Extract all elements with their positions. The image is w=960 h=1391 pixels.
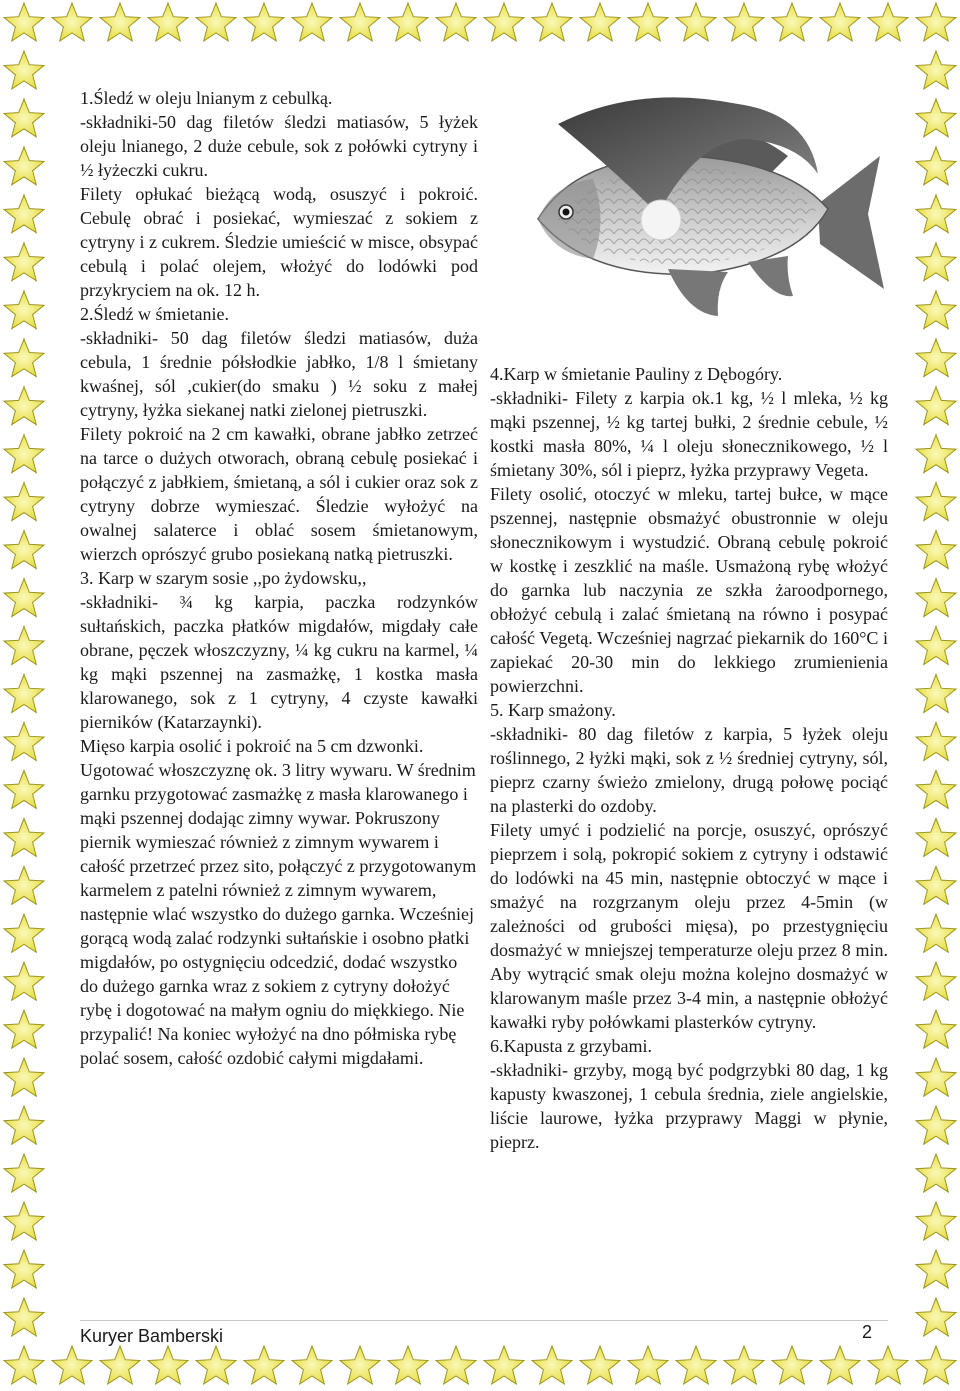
star-icon xyxy=(4,531,44,569)
star-icon xyxy=(916,435,956,473)
star-icon xyxy=(388,1346,428,1384)
star-icon xyxy=(916,1058,956,1096)
star-icon xyxy=(4,866,44,904)
right-paragraph: -składniki- Filety z karpia ok.1 kg, ½ l mleka, ½ kg mąki pszennej, ½ kg tartej bułki, 2 średnie cebule, ½ kostki masła 80%, ¼ l oleju słonecznikowego, ½ l śmietany 30%, sól i pieprz, łyżka przyprawy Vegeta. xyxy=(490,388,888,480)
star-icon xyxy=(916,243,956,281)
star-icon xyxy=(820,3,860,41)
star-icon xyxy=(916,1250,956,1288)
star-icon xyxy=(916,1106,956,1144)
star-icon xyxy=(436,1346,476,1384)
star-icon xyxy=(916,962,956,1000)
star-icon xyxy=(4,195,44,233)
star-icon xyxy=(4,147,44,185)
left-paragraph: 3. Karp w szarym sosie ,,po żydowsku,, xyxy=(80,568,367,588)
star-icon xyxy=(676,1346,716,1384)
star-icon xyxy=(916,99,956,137)
right-paragraph: -składniki- grzyby, mogą być podgrzybki 80 dag, 1 kg kapusty kwaszonej, 1 cebula średnia, ziele angielskie, liście laurowe, łyżka przyprawy Maggi w płynie, pieprz. xyxy=(490,1060,888,1152)
star-icon xyxy=(916,1202,956,1240)
star-icon xyxy=(916,195,956,233)
right-paragraph: -składniki- 80 dag filetów z karpia, 5 łyżek oleju roślinnego, 2 łyżki mąki, sok z ½ średniej cytryny, sól, pieprz czarny świeżo zmielony, drugą połowę pociąć na plasterki do ozdoby. xyxy=(490,724,888,816)
star-icon xyxy=(724,1346,764,1384)
star-icon xyxy=(4,914,44,952)
fish-with-santa-hat-image xyxy=(518,84,888,334)
star-icon xyxy=(4,1202,44,1240)
star-icon xyxy=(4,435,44,473)
star-icon xyxy=(4,1106,44,1144)
star-icon xyxy=(4,3,44,41)
star-icon xyxy=(916,627,956,665)
left-paragraph: Filety opłukać bieżącą wodą, osuszyć i pokroić. Cebulę obrać i posiekać, wymieszać z sokiem z cytryny i z cukrem. Śledzie umieścić w misce, obsypać cebulą i polać olejem, włożyć do lodówki pod przykryciem na ok. 12 h. xyxy=(80,184,478,300)
star-icon xyxy=(916,1010,956,1048)
star-icon xyxy=(4,675,44,713)
star-icon xyxy=(916,3,956,41)
star-icon xyxy=(916,1346,956,1384)
star-icon xyxy=(916,723,956,761)
star-icon xyxy=(148,3,188,41)
star-icon xyxy=(724,3,764,41)
star-icon xyxy=(4,962,44,1000)
star-icon xyxy=(916,339,956,377)
star-icon xyxy=(4,818,44,856)
star-icon xyxy=(4,483,44,521)
star-icon xyxy=(4,291,44,329)
star-icon xyxy=(4,1058,44,1096)
star-icon xyxy=(4,243,44,281)
right-paragraph: 6.Kapusta z grzybami. xyxy=(490,1036,652,1056)
star-icon xyxy=(4,339,44,377)
page-number: 2 xyxy=(862,1322,873,1342)
star-icon xyxy=(916,866,956,904)
star-icon xyxy=(52,1346,92,1384)
left-paragraph: Filety pokroić na 2 cm kawałki, obrane jabłko zetrzeć na tarce o dużych otworach, obraną cebulę posiekać i połączyć z jabłkiem, śmietaną, a sól i cukier oraz sok z cytryny dobrze wymieszać. Śledzie wyłożyć na owalnej salaterce i oblać sosem śmietanowym, wierzch oprószyć grubo posiekaną natką pietruszki. xyxy=(80,424,478,564)
star-icon xyxy=(4,1298,44,1336)
star-icon xyxy=(628,3,668,41)
star-icon xyxy=(868,1346,908,1384)
star-icon xyxy=(244,3,284,41)
star-icon xyxy=(916,579,956,617)
left-column xyxy=(80,86,478,1070)
star-icon xyxy=(820,1346,860,1384)
star-icon xyxy=(916,770,956,808)
star-icon xyxy=(580,1346,620,1384)
star-icon xyxy=(4,770,44,808)
right-paragraph: 5. Karp smażony. xyxy=(490,700,616,720)
star-icon xyxy=(100,3,140,41)
footer-divider xyxy=(80,1320,888,1321)
star-icon xyxy=(532,1346,572,1384)
star-icon xyxy=(916,1154,956,1192)
star-icon xyxy=(580,3,620,41)
star-icon xyxy=(196,1346,236,1384)
star-icon xyxy=(916,1298,956,1336)
star-icon xyxy=(340,3,380,41)
star-icon xyxy=(676,3,716,41)
star-icon xyxy=(916,291,956,329)
star-icon xyxy=(292,1346,332,1384)
right-paragraph: 4.Karp w śmietanie Pauliny z Dębogóry. xyxy=(490,364,783,384)
left-paragraph: -składniki- ¾ kg karpia, paczka rodzynków sułtańskich, paczka płatków migdałów, migdały całe obrane, pęczek włoszczyzny, ¼ kg cukru na karmel, ¼ kg mąki pszennej na zasmażkę, 1 kostka masła klarowanego, sok z 1 cytryny, 4 czyste kawałki pierników (Katarzaynki). xyxy=(80,592,478,732)
star-icon xyxy=(196,3,236,41)
star-icon xyxy=(4,1250,44,1288)
star-icon xyxy=(148,1346,188,1384)
star-icon xyxy=(100,1346,140,1384)
right-column xyxy=(490,362,888,1154)
left-paragraph: 1.Śledź w oleju lnianym z cebulką. xyxy=(80,88,333,108)
fish-tail xyxy=(818,156,884,289)
star-icon xyxy=(916,818,956,856)
left-paragraph: -składniki-50 dag filetów śledzi matiasów, 5 łyżek oleju lnianego, 2 duże cebule, sok z połówki cytryny i ½ łyżeczki cukru. xyxy=(80,112,478,180)
star-icon xyxy=(4,723,44,761)
star-icon xyxy=(484,1346,524,1384)
star-icon xyxy=(4,1010,44,1048)
star-icon xyxy=(916,387,956,425)
left-paragraph: Mięso karpia osolić i pokroić na 5 cm dzwonki. Ugotować włoszczyznę ok. 3 litry wywaru. W średnim garnku przygotować zasmażkę z masła klarowanego i mąki pszennej dodając zimny wywar. Pokruszony piernik wymieszać również z zimnym wywarem i całość przetrzeć przez sito, połączyć z przygotowanym karmelem z patelni również z zimnym wywarem, następnie wlać wszystko do dużego garnka. Wcześniej gorącą wodą zalać rodzynki sułtańskie i osobno płatki migdałów, po ostygnięciu odcedzić, dodać wszystko do dużego garnka wraz z sokiem z cytryny dołożyć rybę i dogotować na małym ogniu do miękkiego. Nie przypalić! Na koniec wyłożyć na dno półmiska rybę polać sosem, całość ozdobić całymi migdałami. xyxy=(80,736,477,1068)
star-icon xyxy=(532,3,572,41)
star-icon xyxy=(628,1346,668,1384)
star-icon xyxy=(52,3,92,41)
star-icon xyxy=(916,531,956,569)
star-icon xyxy=(916,483,956,521)
star-icon xyxy=(436,3,476,41)
star-icon xyxy=(916,914,956,952)
star-icon xyxy=(4,51,44,89)
star-icon xyxy=(4,579,44,617)
left-paragraph: -składniki- 50 dag filetów śledzi matiasów, duża cebula, 1 średnie półsłodkie jabłko, 1/8 l śmietany kwaśnej, sól ,cukier(do smaku ) ½ soku z małej cytryny, łyżka siekanej natki zielonej pietruszki. xyxy=(80,328,478,420)
right-paragraph: Filety osolić, otoczyć w mleku, tartej bułce, w mące pszennej, następnie obsmażyć obustronnie w oleju słonecznikowym i wystudzić. Obraną cebulę pokroić w kostkę i zeszklić na maśle. Usmażoną rybę włożyć do garnka lub naczynia ze szkła żaroodpornego, obłożyć cebulą i zalać śmietaną na równo i posypać całość Vegetą. Wcześniej nagrzać piekarnik do 160°C i zapiekać 20-30 min do lekkiego zrumienienia powierzchni. xyxy=(490,484,888,696)
star-icon xyxy=(4,387,44,425)
star-icon xyxy=(4,99,44,137)
star-icon xyxy=(340,1346,380,1384)
star-icon xyxy=(916,51,956,89)
star-icon xyxy=(916,147,956,185)
star-icon xyxy=(916,675,956,713)
star-icon xyxy=(772,1346,812,1384)
star-icon xyxy=(4,627,44,665)
star-icon xyxy=(292,3,332,41)
right-paragraph: Filety umyć i podzielić na porcje, osuszyć, oprószyć pieprzem i solą, pokropić sokiem z cytryny i odstawić do lodówki na 45 min, następnie obtoczyć w mące i smażyć na rozgrzanym oleju przez 4-5min (w zależności od grubości mięsa), po przestygnięciu dosmażyć w mniejszej temperaturze oleju przez 8 min. Aby wytrącić smak oleju można kolejno dosmażyć w klarowanym maśle przez 3-4 min, a następnie obłożyć kawałki ryby połówkami plasterków cytryny. xyxy=(490,820,888,1032)
star-icon xyxy=(388,3,428,41)
star-icon xyxy=(4,1154,44,1192)
footer-title: Kuryer Bamberski xyxy=(80,1326,224,1346)
star-icon xyxy=(868,3,908,41)
star-icon xyxy=(4,1346,44,1384)
star-icon xyxy=(484,3,524,41)
star-icon xyxy=(244,1346,284,1384)
star-icon xyxy=(772,3,812,41)
left-paragraph: 2.Śledź w śmietanie. xyxy=(80,304,229,324)
